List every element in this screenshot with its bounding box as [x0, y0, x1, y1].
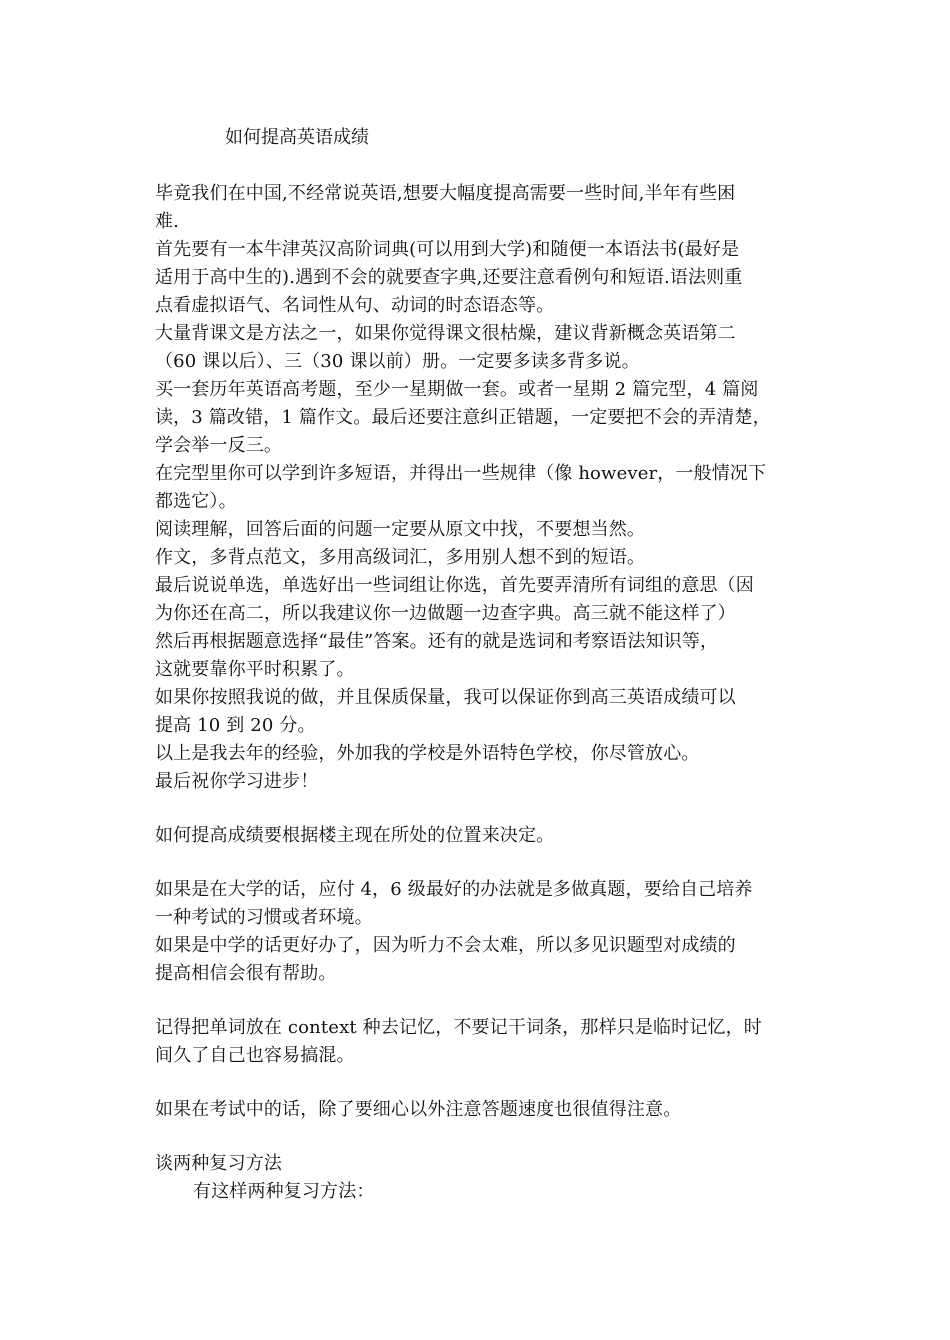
paragraph-experience — [155, 740, 800, 768]
text-line: 在完型里你可以学到许多短语，并得出一些规律（像 however，一般情况下 — [155, 463, 767, 484]
paragraph-past-exams — [155, 376, 800, 460]
text-line: 一种考试的习惯或者环境。 — [155, 907, 373, 928]
text-line: 适用于高中生的).遇到不会的就要查字典,还要注意看例句和短语.语法则重 — [155, 267, 743, 288]
paragraph-gap — [155, 988, 800, 1014]
document-body — [155, 180, 800, 1206]
text-line: 提高相信会很有帮助。 — [155, 963, 337, 984]
text-line: 读，3 篇改错，1 篇作文。最后还要注意纠正错题，一定要把不会的弄清楚， — [155, 407, 771, 428]
text-line: 如果在考试中的话，除了要细心以外注意答题速度也很值得注意。 — [155, 1099, 682, 1120]
paragraph-middle-school — [155, 932, 800, 988]
text-line: 如何提高成绩要根据楼主现在所处的位置来决定。 — [155, 825, 555, 846]
document-title: 如何提高英语成绩 — [225, 127, 369, 148]
text-line: 阅读理解，回答后面的问题一定要从原文中找，不要想当然。 — [155, 519, 646, 540]
text-line: 记得把单词放在 context 种去记忆，不要记干词条，那样只是临时记忆，时 — [155, 1017, 762, 1038]
paragraph-writing — [155, 544, 800, 572]
text-line: 首先要有一本牛津英汉高阶词典(可以用到大学)和随便一本语法书(最好是 — [155, 239, 740, 260]
paragraph-exam-speed — [155, 1096, 800, 1124]
text-line: 点看虚拟语气、名词性从句、动词的时态语态等。 — [155, 295, 555, 316]
paragraph-intro — [155, 180, 800, 236]
text-line: 都选它）。 — [155, 491, 237, 512]
paragraph-gap — [155, 1070, 800, 1096]
text-line: 毕竟我们在中国,不经常说英语,想要大幅度提高需要一些时间,半年有些困 — [155, 183, 736, 204]
text-line: 作文，多背点范文，多用高级词汇，多用别人想不到的短语。 — [155, 547, 646, 568]
text-line: 如果是在大学的话，应付 4，6 级最好的办法就是多做真题，要给自己培养 — [155, 879, 753, 900]
section-heading — [155, 1150, 800, 1178]
text-line: 难. — [155, 211, 180, 232]
paragraph-closing — [155, 768, 800, 796]
paragraph-guarantee — [155, 684, 800, 740]
paragraph-reading — [155, 516, 800, 544]
text-line: 有这样两种复习方法： — [193, 1181, 375, 1202]
paragraph-cloze — [155, 460, 800, 516]
paragraph-gap — [155, 850, 800, 876]
text-line: 最后说说单选，单选好出一些词组让你选，首先要弄清所有词组的意思（因 — [155, 575, 754, 596]
text-line: 最后祝你学习进步！ — [155, 771, 319, 792]
paragraph-recitation — [155, 320, 800, 376]
paragraph-multiple-choice — [155, 572, 800, 684]
text-line: 学会举一反三。 — [155, 435, 283, 456]
text-line: 为你还在高二，所以我建议你一边做题一边查字典。高三就不能这样了） — [155, 603, 736, 624]
text-line: 如果是中学的话更好办了，因为听力不会太难，所以多见识题型对成绩的 — [155, 935, 736, 956]
text-line: 如果你按照我说的做，并且保质保量，我可以保证你到高三英语成绩可以 — [155, 687, 736, 708]
text-line: 大量背课文是方法之一，如果你觉得课文很枯燥，建议背新概念英语第二 — [155, 323, 736, 344]
text-line: 买一套历年英语高考题，至少一星期做一套。或者一星期 2 篇完型，4 篇阅 — [155, 379, 759, 400]
paragraph-position-intro — [155, 822, 800, 850]
text-line: 以上是我去年的经验，外加我的学校是外语特色学校，你尽管放心。 — [155, 743, 700, 764]
paragraph-gap — [155, 796, 800, 822]
paragraph-review-methods — [155, 1178, 800, 1206]
paragraph-university — [155, 876, 800, 932]
text-line: （60 课以后）、三（30 课以前）册。一定要多读多背多说。 — [155, 351, 640, 372]
paragraph-dictionary — [155, 236, 800, 320]
text-line: 谈两种复习方法 — [155, 1153, 283, 1174]
text-line: 然后再根据题意选择“最佳”答案。还有的就是选词和考察语法知识等， — [155, 631, 719, 652]
text-line: 提高 10 到 20 分。 — [155, 715, 316, 736]
paragraph-gap — [155, 1124, 800, 1150]
paragraph-vocabulary — [155, 1014, 800, 1070]
text-line: 间久了自己也容易搞混。 — [155, 1045, 355, 1066]
text-line: 这就要靠你平时积累了。 — [155, 659, 355, 680]
